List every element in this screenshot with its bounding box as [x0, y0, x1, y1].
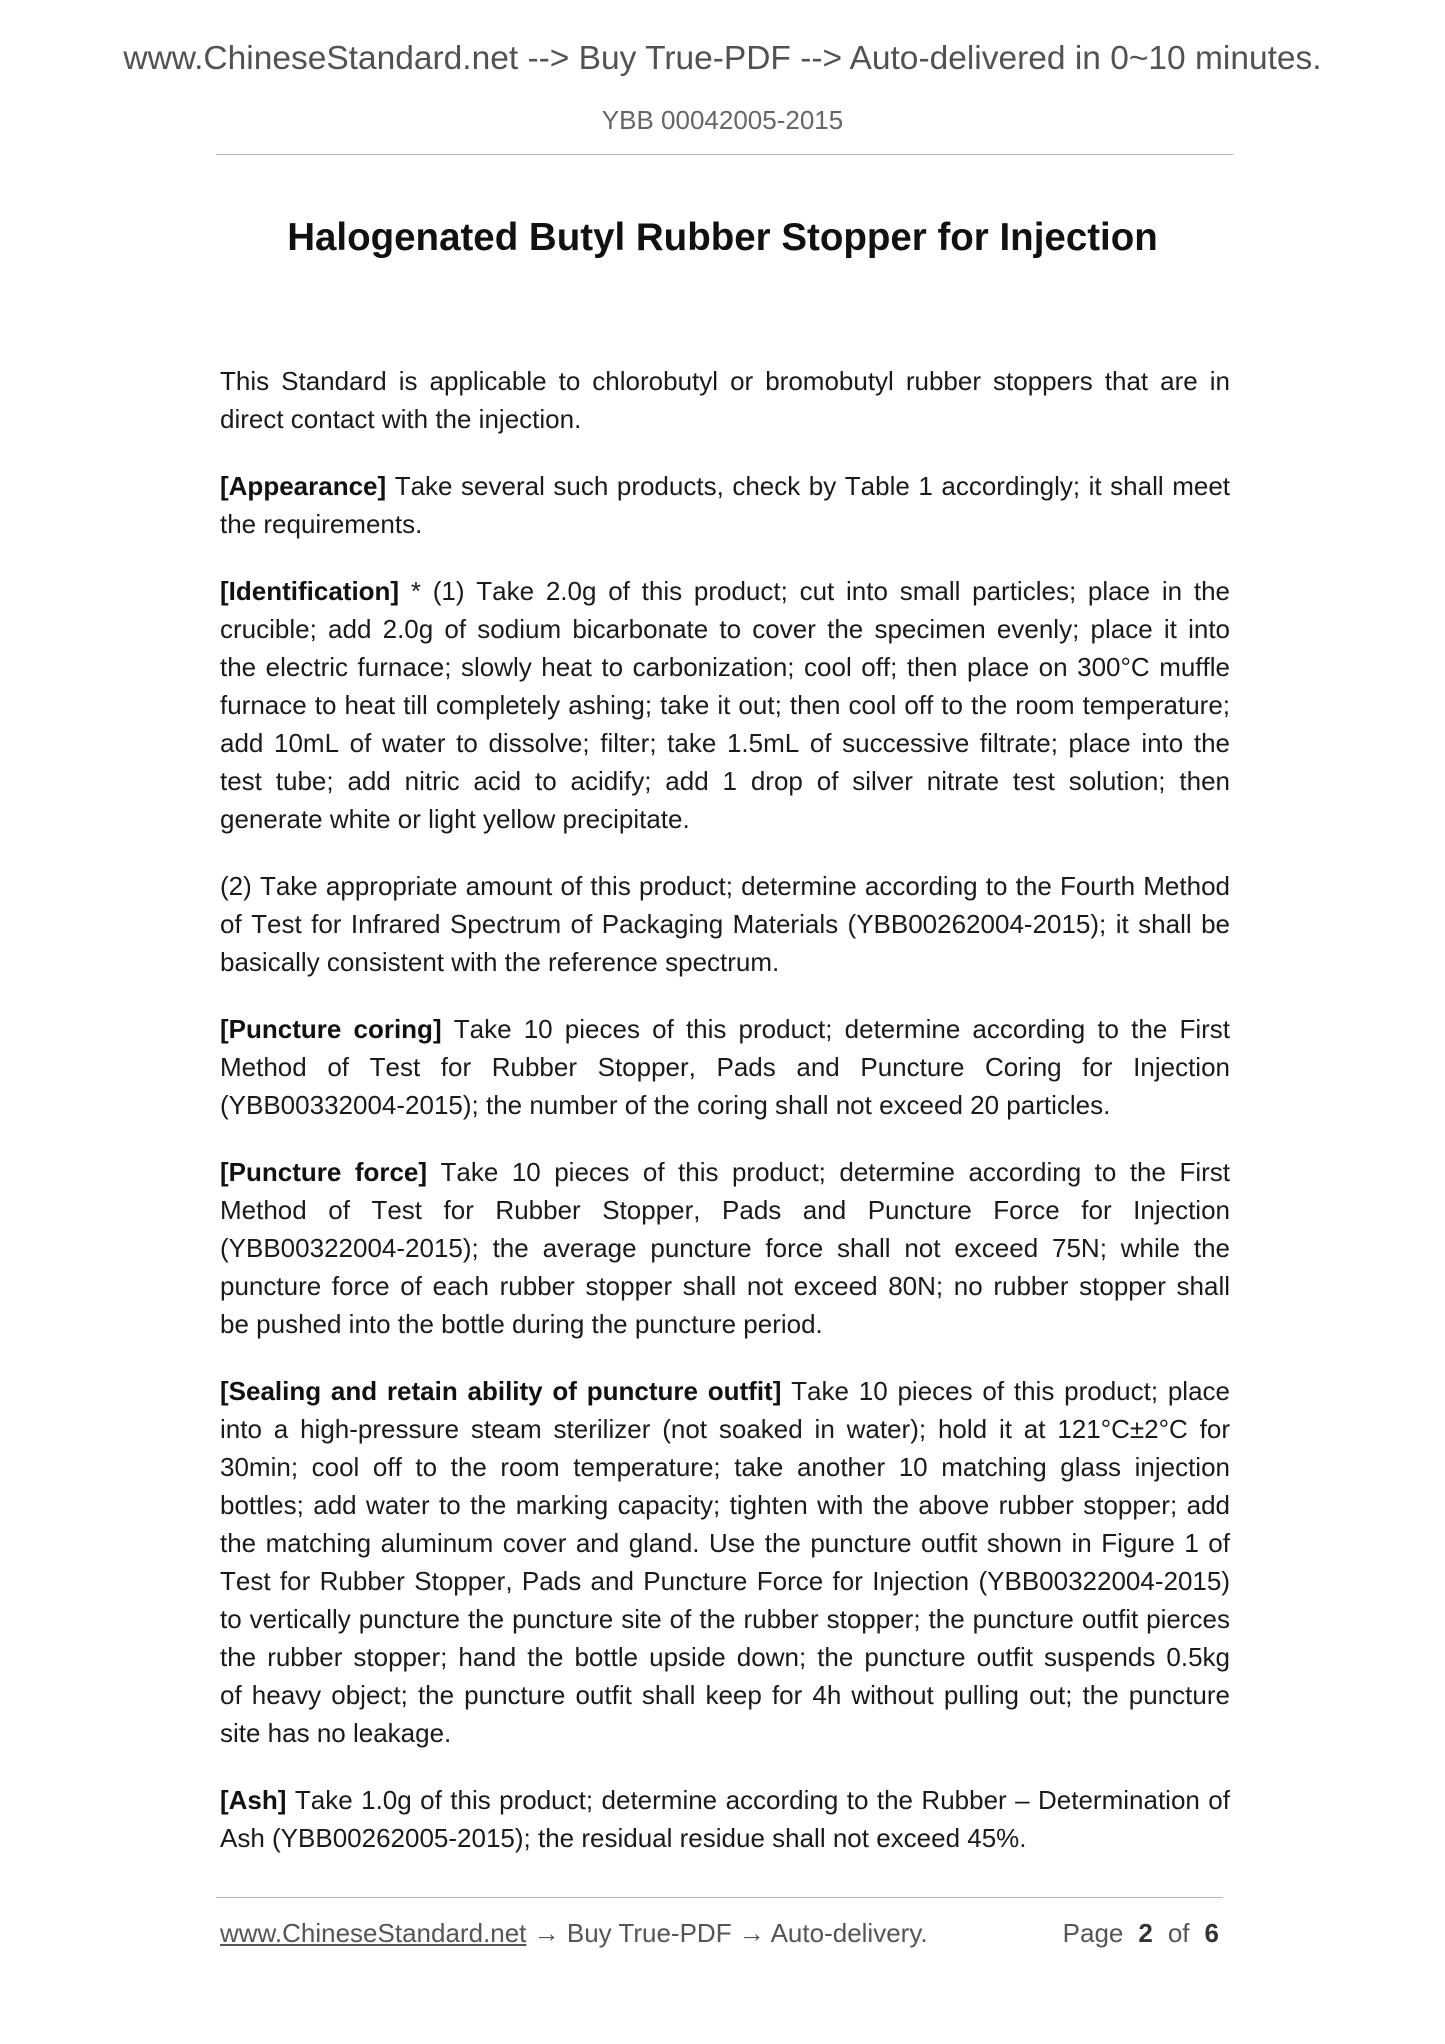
text-line-content: Take 10 pieces of this product; determine according to the First — [440, 1157, 1230, 1187]
document-code: YBB 00042005-2015 — [601, 105, 844, 135]
paragraph-label: [Puncture coring] — [220, 1014, 442, 1044]
paragraph-identification-2 — [220, 867, 1230, 981]
paragraph-identification — [220, 572, 1230, 838]
paragraph-sealing — [220, 1372, 1230, 1752]
text-line: Test for Rubber Stopper, Pads and Puncture Force for Injection (YBB00322004-2015) — [220, 1566, 1230, 1596]
text-line — [220, 1781, 1230, 1819]
text-line: to vertically puncture the puncture site of the rubber stopper; the puncture outfit pierces — [220, 1604, 1230, 1634]
page-indicator — [1063, 1914, 1219, 1952]
promo-banner: www.ChineseStandard.net --> Buy True-PDF --> Auto-delivered in 0~10 minutes. — [123, 40, 1322, 77]
text-line: puncture force of each rubber stopper shall not exceed 80N; no rubber stopper shall — [220, 1271, 1230, 1301]
paragraph-label: [Ash] — [220, 1785, 287, 1815]
paragraph-scope — [220, 362, 1230, 438]
text-line: be pushed into the bottle during the puncture period. — [220, 1309, 823, 1339]
text-line-content: Take 10 pieces of this product; place — [791, 1376, 1230, 1406]
text-line: furnace to heat till completely ashing; take it out; then cool off to the room temperature; — [220, 690, 1230, 720]
paragraph-label: [Appearance] — [220, 471, 387, 501]
paragraph-label: [Identification] — [220, 576, 400, 606]
page-current: 2 — [1138, 1918, 1153, 1948]
footer-tagline: → Buy True-PDF → Auto-delivery. — [533, 1918, 928, 1948]
text-line: crucible; add 2.0g of sodium bicarbonate to cover the specimen evenly; place it into — [220, 614, 1230, 644]
paragraph-label: [Puncture force] — [220, 1157, 428, 1187]
text-line: basically consistent with the reference spectrum. — [220, 947, 780, 977]
footer-divider — [216, 1897, 1223, 1898]
header-divider — [216, 154, 1233, 155]
text-line — [220, 467, 1230, 505]
page-label: Page — [1062, 1918, 1124, 1948]
text-line: the requirements. — [220, 509, 423, 539]
paragraph-puncture-force — [220, 1153, 1230, 1343]
text-line: test tube; add nitric acid to acidify; add 1 drop of silver nitrate test solution; then — [220, 766, 1230, 796]
paragraph-ash — [220, 1781, 1230, 1857]
text-line: the electric furnace; slowly heat to carbonization; cool off; then place on 300°C muffle — [220, 652, 1230, 682]
text-line: of heavy object; the puncture outfit shall keep for 4h without pulling out; the puncture — [220, 1680, 1230, 1710]
text-line: bottles; add water to the marking capacity; tighten with the above rubber stopper; add — [220, 1490, 1230, 1520]
text-line — [220, 1153, 1230, 1191]
text-line: site has no leakage. — [220, 1718, 452, 1748]
text-line: Method of Test for Rubber Stopper, Pads and Puncture Coring for Injection — [220, 1052, 1230, 1082]
text-line: This Standard is applicable to chlorobutyl or bromobutyl rubber stoppers that are in — [220, 366, 1230, 396]
text-line: (YBB00322004-2015); the average puncture force shall not exceed 75N; while the — [220, 1233, 1230, 1263]
text-line: the matching aluminum cover and gland. Use the puncture outfit shown in Figure 1 of — [220, 1528, 1230, 1558]
page-title: Halogenated Butyl Rubber Stopper for Injection — [287, 216, 1158, 259]
page-of-label: of — [1167, 1918, 1190, 1948]
text-line — [220, 572, 1230, 610]
text-line-content: Take several such products, check by Table 1 accordingly; it shall meet — [394, 471, 1230, 501]
footer-promo — [220, 1914, 928, 1952]
footer-site-link[interactable]: www.ChineseStandard.net — [220, 1918, 527, 1948]
text-line-content: Take 1.0g of this product; determine according to the Rubber – Determination of — [294, 1785, 1230, 1815]
text-line-content: Take 10 pieces of this product; determine according to the First — [453, 1014, 1230, 1044]
footer — [220, 1914, 1219, 1952]
paragraph-puncture-coring — [220, 1010, 1230, 1124]
text-line: Ash (YBB00262005-2015); the residual residue shall not exceed 45%. — [220, 1823, 1027, 1853]
text-line: generate white or light yellow precipitate. — [220, 804, 690, 834]
text-line: of Test for Infrared Spectrum of Packaging Materials (YBB00262004-2015); it shall be — [220, 909, 1230, 939]
text-line: (YBB00332004-2015); the number of the coring shall not exceed 20 particles. — [220, 1090, 1111, 1120]
text-line: 30min; cool off to the room temperature; take another 10 matching glass injection — [220, 1452, 1230, 1482]
text-line: into a high-pressure steam sterilizer (not soaked in water); hold it at 121°C±2°C for — [220, 1414, 1230, 1444]
text-line: add 10mL of water to dissolve; filter; take 1.5mL of successive filtrate; place into the — [220, 728, 1230, 758]
text-line: the rubber stopper; hand the bottle upside down; the puncture outfit suspends 0.5kg — [220, 1642, 1230, 1672]
paragraph-label: [Sealing and retain ability of puncture outfit] — [220, 1376, 782, 1406]
text-line: (2) Take appropriate amount of this product; determine according to the Fourth Method — [220, 871, 1230, 901]
paragraph-appearance — [220, 467, 1230, 543]
text-line — [220, 1372, 1230, 1410]
text-line — [220, 1010, 1230, 1048]
page-total: 6 — [1204, 1918, 1219, 1948]
text-line: Method of Test for Rubber Stopper, Pads and Puncture Force for Injection — [220, 1195, 1230, 1225]
text-line: direct contact with the injection. — [220, 404, 582, 434]
text-line-content: * (1) Take 2.0g of this product; cut into small particles; place in the — [410, 576, 1230, 606]
document-body — [220, 362, 1230, 1886]
